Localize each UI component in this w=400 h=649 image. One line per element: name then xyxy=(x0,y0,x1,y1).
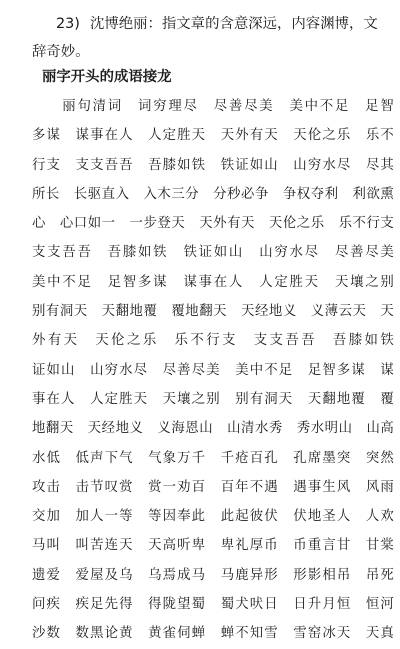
idiom-chain-line: 马叫 叫苦连天 天高听卑 卑礼厚币 币重言甘 甘棠 xyxy=(32,538,394,554)
idiom-chain-line: 行支 支支吾吾 吾膝如铁 铁证如山 山穷水尽 尽其 xyxy=(32,157,394,173)
idiom-chain xyxy=(32,92,394,649)
idiom-chain-line: 遗爱 爱屋及乌 乌焉成马 马鹿异形 形影相吊 吊死 xyxy=(32,567,394,583)
idiom-chain-line: 问疾 疾足先得 得陇望蜀 蜀犬吠日 日升月恒 恒河 xyxy=(32,597,394,613)
definition-number: 23) xyxy=(56,16,80,32)
section-heading: 丽字开头的成语接龙 xyxy=(42,69,172,85)
idiom-chain-line: 证如山 山穷水尽 尽善尽美 美中不足 足智多谋 谋 xyxy=(32,362,394,378)
idiom-chain-line: 多谋 谋事在人 人定胜天 天外有天 天伦之乐 乐不 xyxy=(32,128,394,144)
idiom-chain-line: 水低 低声下气 气象万千 千疮百孔 孔席墨突 突然 xyxy=(32,450,394,466)
idiom-definition xyxy=(32,10,394,66)
idiom-chain-line: 交加 加人一等 等因奉此 此起彼伏 伏地圣人 人欢 xyxy=(32,509,394,525)
idiom-chain-line: 攻击 击节叹赏 赏一劝百 百年不遇 遇事生风 风雨 xyxy=(32,479,394,495)
idiom-chain-line: 美中不足 足智多谋 谋事在人 人定胜天 天壤之别 xyxy=(32,274,394,290)
idiom-chain-line: 事在人 人定胜天 天壤之别 别有洞天 天翻地覆 覆 xyxy=(32,391,394,407)
idiom-chain-line: 所长 长驱直入 入木三分 分秒必争 争权夺利 利欲熏 xyxy=(32,186,394,202)
idiom-chain-line: 支支吾吾 吾膝如铁 铁证如山 山穷水尽 尽善尽美 xyxy=(32,245,394,261)
idiom-chain-line: 外有天 天伦之乐 乐不行支 支支吾吾 吾膝如铁 xyxy=(32,333,394,349)
definition-line-1 xyxy=(32,10,394,38)
idiom-chain-line: 心 心口如一 一步登天 天外有天 天伦之乐 乐不行支 xyxy=(32,216,394,232)
idiom-chain-line: 沙数 数黑论黄 黄雀伺蝉 蝉不知雪 雪窑冰天 天真 xyxy=(32,626,394,642)
idiom-chain-line: 丽句清词 词穷理尽 尽善尽美 美中不足 足智 xyxy=(32,99,394,114)
definition-text-1: 沈博绝丽：指文章的含意深远，内容渊博，文 xyxy=(89,16,378,32)
definition-line-2: 辞奇妙。 xyxy=(32,44,90,60)
idiom-chain-line: 地翻天 天经地义 义海恩山 山清水秀 秀水明山 山高 xyxy=(32,421,394,437)
idiom-chain-line: 别有洞天 天翻地覆 覆地翻天 天经地义 义薄云天 天 xyxy=(32,304,394,320)
